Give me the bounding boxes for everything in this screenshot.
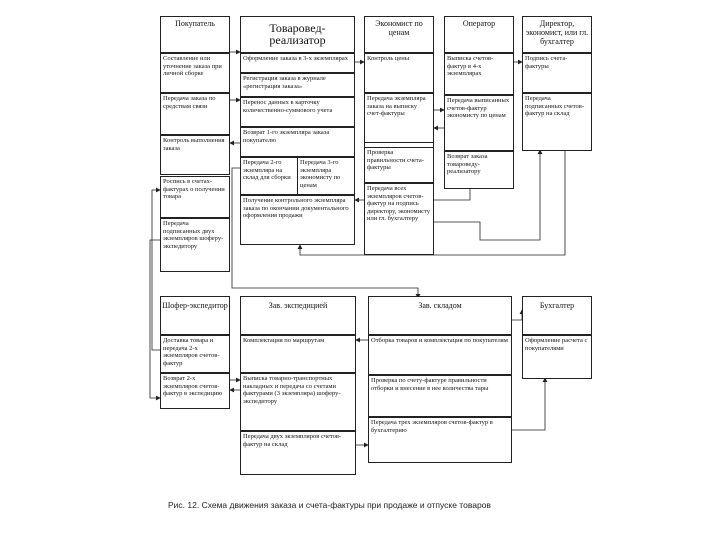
column-buyer	[160, 16, 230, 174]
merch-step-3: Перенос данных в карточку количественно-суммового учета	[240, 97, 355, 127]
buyer-step-4: Роспись в счетах-фактурах о получении товара	[160, 176, 230, 218]
accountant-step-1: Оформление расчета с покупателями	[522, 335, 592, 379]
merch-step-6: Получение контрольного экземпляра заказа по окончании документального оформления продажи	[240, 195, 355, 245]
buyer-step-3: Контроль выполнения заказа	[160, 135, 230, 175]
column-warehouse	[368, 296, 512, 462]
merch-step-1: Оформление заказа в 3-х экземплярах	[240, 53, 355, 73]
merch-step-2: Регистрация заказа в журнале «регистрация заказа»	[240, 73, 355, 97]
column-merchandiser-title: Товаровед-реализатор	[241, 17, 354, 53]
driver-step-2: Возврат 2-х экземпляров счетов-фактур в экспедицию	[160, 373, 230, 409]
merch-step-5b: Передача 3-го экземпляра экономисту по ценам	[297, 157, 355, 195]
exped-step-2: Выписка товарно-транспортных накладных и передача со счетами фактурами (3 экземпляра) шоферу-экспедитору	[240, 373, 356, 431]
column-expedition-title: Зав. экспедицией	[241, 297, 355, 335]
column-economist	[364, 16, 434, 254]
column-director	[522, 16, 592, 150]
buyer-step-5: Передача подписанных двух экземпляров шоферу-экспедитору	[160, 218, 230, 272]
column-operator	[444, 16, 514, 188]
column-accountant-title: Бухгалтер	[523, 297, 591, 335]
exped-step-3: Передача двух экземпляров счетов-фактур на склад	[240, 431, 356, 475]
econ-step-2: Передача экземпляра заказа на выписку счет-фактуры	[364, 93, 434, 143]
operator-step-3: Возврат заказа товароведу-реализатору	[444, 151, 514, 189]
econ-step-1: Контроль цены	[364, 53, 434, 93]
econ-step-3: Проверка правильности счета-фактуры	[364, 147, 434, 183]
exped-step-1: Комплектация по маршрутам	[240, 335, 356, 373]
column-expedition	[240, 296, 356, 474]
column-operator-title: Оператор	[445, 17, 513, 53]
warehouse-step-1: Отборка товаров и комплектация по покупателям	[368, 335, 512, 375]
merch-step-4: Возврат 1-го экземпляра заказа покупателю	[240, 127, 355, 157]
column-economist-title: Экономист по ценам	[365, 17, 433, 53]
driver-step-1: Доставка товара и передача 2-х экземпляров счетов-фактур	[160, 335, 230, 373]
buyer-receipt-block	[160, 176, 230, 272]
column-buyer-title: Покупатель	[161, 17, 229, 53]
column-warehouse-title: Зав. складом	[369, 297, 511, 335]
merch-step-5a: Передача 2-го экземпляра на склад для сборки	[240, 157, 298, 195]
column-merchandiser	[240, 16, 355, 244]
warehouse-step-3: Передача трех экземпляров счетов-фактур в бухгалтерию	[368, 417, 512, 463]
buyer-step-1: Составление или уточнение заказа при личной сборке	[160, 53, 230, 93]
column-accountant	[522, 296, 592, 378]
operator-step-2: Передача выписанных счетов-фактур экономисту по ценам	[444, 95, 514, 151]
econ-step-4: Передача всех экземпляров счетов-фактур на подпись директору, экономисту или гл. бухгалтеру	[364, 183, 434, 255]
operator-step-1: Выписка счетов-фактур в 4-х экземплярах	[444, 53, 514, 95]
director-step-1: Подпись счета-фактуры	[522, 53, 592, 93]
director-step-2: Передача подписанных счетов-фактур на склад	[522, 93, 592, 151]
warehouse-step-2: Проверка по счету-фактуре правильности отборки и внесение в нее количества тары	[368, 375, 512, 417]
figure-caption: Рис. 12. Схема движения заказа и счета-фактуры при продаже и отпуске товаров	[168, 500, 491, 510]
column-driver	[160, 296, 230, 408]
column-director-title: Директор, экономист, или гл. бухгалтер	[523, 17, 591, 53]
column-driver-title: Шофер-экспедитор	[161, 297, 229, 335]
buyer-step-2: Передача заказа по средствам связи	[160, 93, 230, 135]
